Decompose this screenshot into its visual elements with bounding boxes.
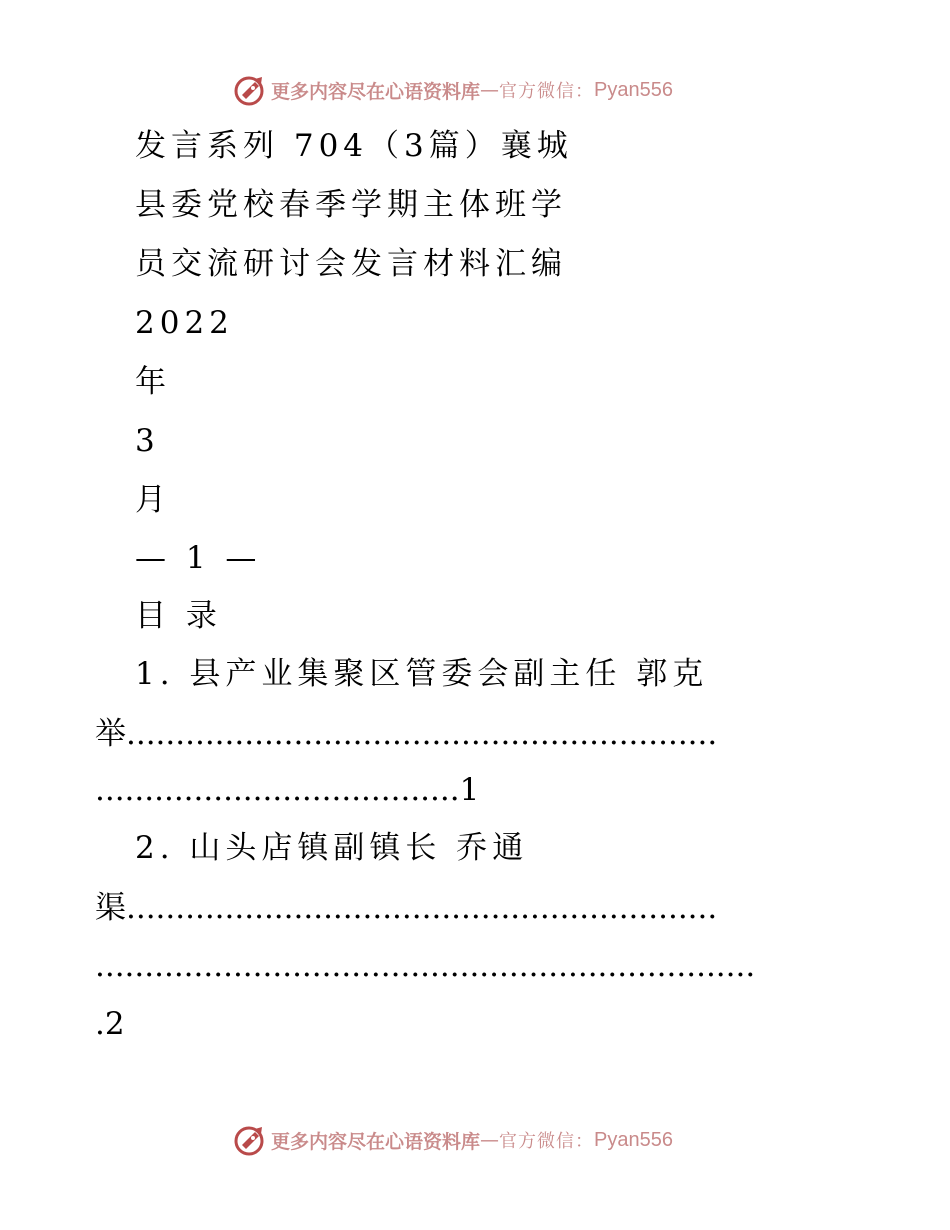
pen-nib-circle-icon — [233, 1123, 267, 1157]
page-marker: — 1 — — [135, 540, 262, 576]
leader-dots: ..................................... — [95, 772, 460, 808]
date-month-char: 月 — [135, 482, 171, 518]
leader-dots: . — [95, 1006, 105, 1042]
pen-nib-circle-icon — [233, 73, 267, 107]
banner-handle: Pyan556 — [594, 78, 673, 101]
leader-dots: ............................................................ — [126, 890, 718, 926]
date-month: 3 — [135, 423, 160, 459]
banner-handle: Pyan556 — [594, 1128, 673, 1151]
header-banner — [233, 72, 673, 108]
toc-entry-1-page: 1 — [459, 772, 480, 808]
title-line-3: 员交流研讨会发言材料汇编 — [135, 246, 567, 282]
toc-heading: 目 录 — [135, 598, 222, 634]
toc-entry-1-leader-2 — [95, 770, 845, 810]
banner-dash: — — [480, 1129, 500, 1151]
banner-main-text: 更多内容尽在心语资料库 — [271, 80, 481, 103]
toc-entry-1: 1. 县产业集聚区管委会副主任 郭克 — [135, 656, 709, 692]
date-year-char: 年 — [135, 364, 171, 400]
toc-entry-1-name-tail: 举 — [95, 716, 126, 752]
leader-dots: ............................................................ — [126, 716, 718, 752]
toc-entry-2-leader — [95, 888, 845, 928]
banner-sub-text: 官方微信： — [499, 81, 595, 102]
title-line-1: 发言系列 704（3篇）襄城 — [135, 128, 573, 164]
leader-dots: ................................................................... — [95, 948, 756, 984]
toc-entry-2-leader-3 — [95, 1004, 845, 1044]
banner-dash: — — [480, 79, 500, 101]
toc-entry-2-page: 2 — [104, 1006, 125, 1042]
footer-banner — [233, 1122, 673, 1158]
banner-sub-text: 官方微信： — [499, 1131, 595, 1152]
toc-entry-1-leader — [95, 714, 845, 754]
toc-entry-2: 2. 山头店镇副镇长 乔通 — [135, 830, 529, 866]
toc-entry-2-name-tail: 渠 — [95, 890, 126, 926]
date-year: 2022 — [135, 305, 234, 341]
banner-main-text: 更多内容尽在心语资料库 — [271, 1130, 481, 1153]
toc-entry-2-leader-2 — [95, 946, 845, 986]
title-line-2: 县委党校春季学期主体班学 — [135, 187, 567, 223]
